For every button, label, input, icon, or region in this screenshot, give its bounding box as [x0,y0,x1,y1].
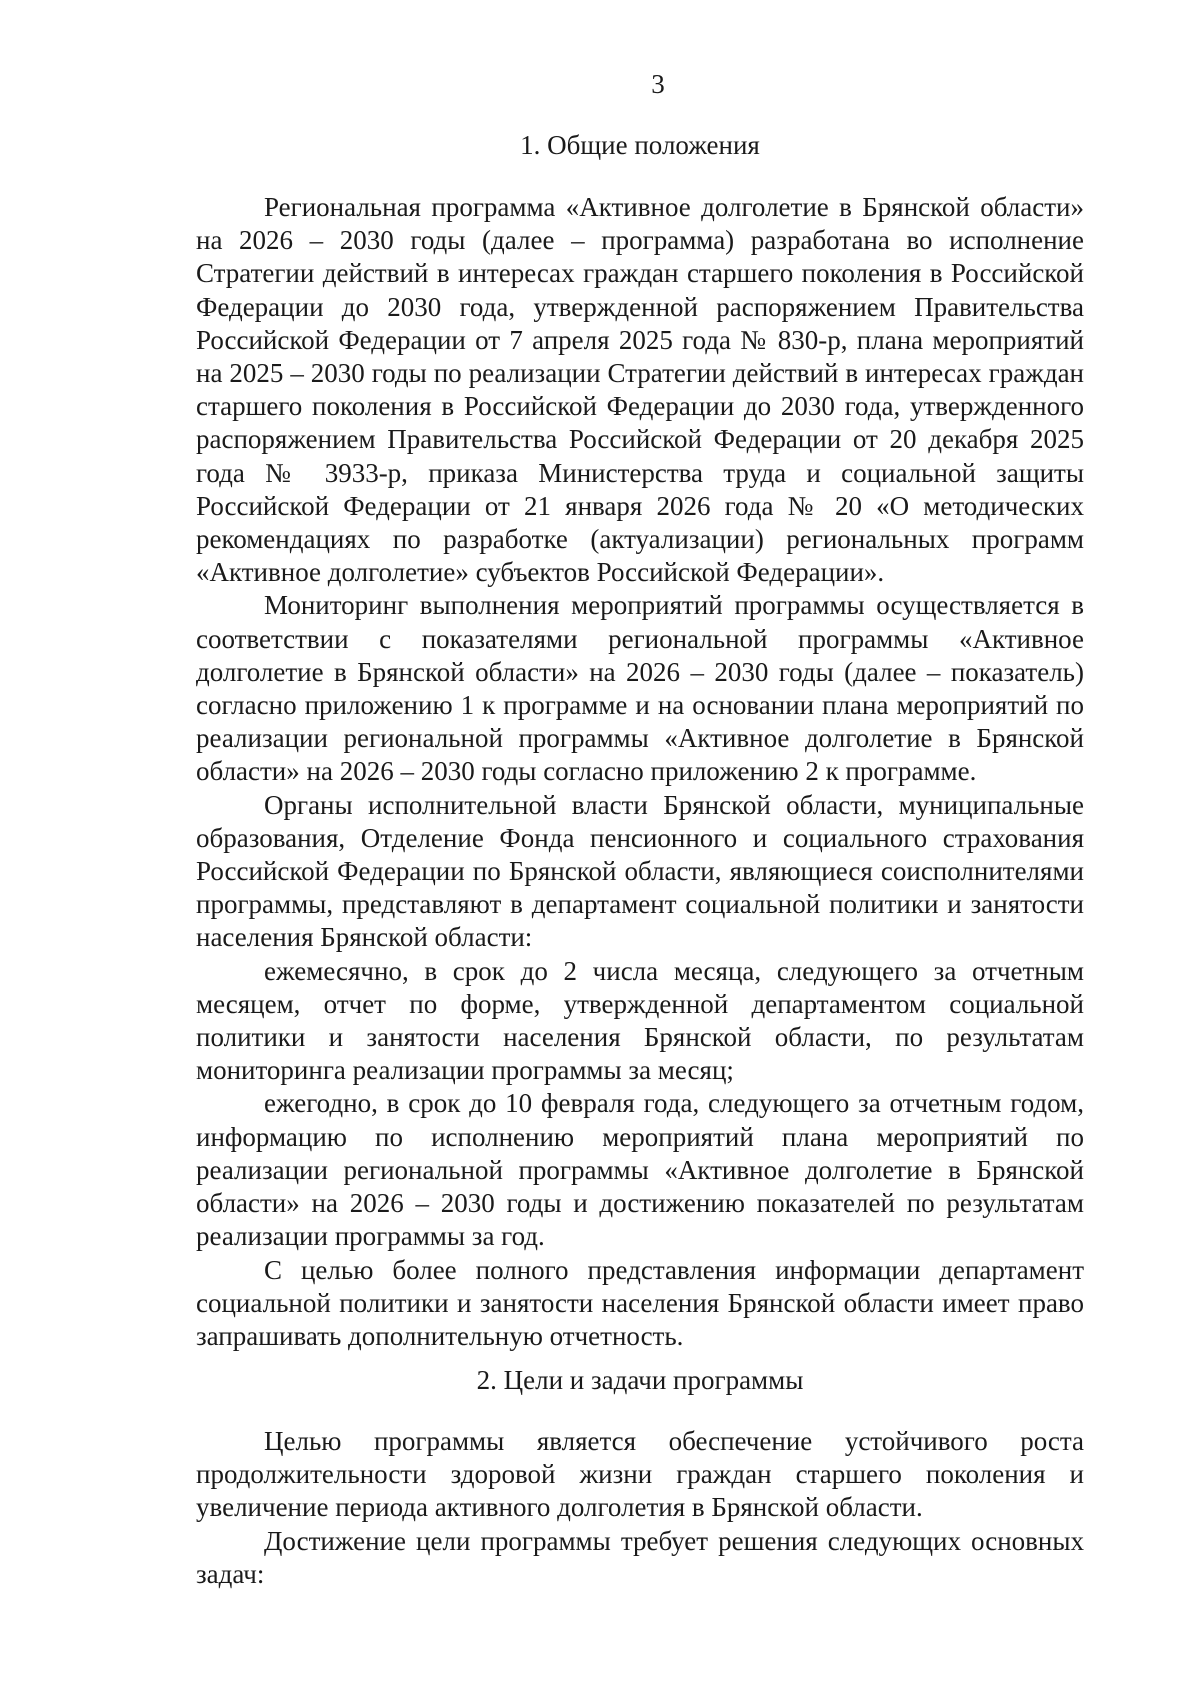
paragraph: Мониторинг выполнения мероприятий программы осуществляется в соответствии с показателями региональной программы «Активное долголетие в Брянской области» на 2026 – 2030 годы (далее – показатель) согласно приложению 1 к программе и на основании плана мероприятий по реализации региональной программы «Активное долголетие в Брянской области» на 2026 – 2030 годы согласно приложению 2 к программе. [196,590,1084,787]
paragraph: С целью более полного представления информации департамент социальной политики и занятости населения Брянской области имеет право запрашивать дополнительную отчетность. [196,1254,1084,1351]
paragraph: Органы исполнительной власти Брянской области, муниципальные образования, Отделение Фонда пенсионного и социального страхования Российской Федерации по Брянской области, являющиеся соисполнителями программы, представляют в департамент социальной политики и занятости населения Брянской области: [196,789,1084,953]
paragraph: Целью программы является обеспечение устойчивого роста продолжительности здоровой жизни граждан старшего поколения и увеличение периода активного долголетия в Брянской области. [196,1426,1084,1523]
paragraph: Достижение цели программы требует решения следующих основных задач: [196,1525,1084,1589]
section-heading-goals-and-tasks: 2. Цели и задачи программы [476,1365,804,1395]
section-heading-general-provisions: 1. Общие положения [520,130,760,160]
paragraph: ежегодно, в срок до 10 февраля года, следующего за отчетным годом, информацию по исполнению мероприятий плана мероприятий по реализации региональной программы «Активное долголетие в Брянской области» на 2026 – 2030 годы и достижению показателей по результатам реализации программы за год. [196,1088,1084,1252]
section-body-goals-and-tasks [196,1425,1084,1591]
paragraph: ежемесячно, в срок до 2 числа месяца, следующего за отчетным месяцем, отчет по форме, утвержденной департаментом социальной политики и занятости населения Брянской области, по результатам мониторинга реализации программы за месяц; [196,955,1084,1086]
paragraph: Региональная программа «Активное долголетие в Брянской области» на 2026 – 2030 годы (далее – программа) разработана во исполнение Стратегии действий в интересах граждан старшего поколения в Российской Федерации до 2030 года, утвержденной распоряжением Правительства Российской Федерации от 7 апреля 2025 года № 830-р, плана мероприятий на 2025 – 2030 годы по реализации Стратегии действий в интересах граждан старшего поколения в Российской Федерации до 2030 года, утвержденного распоряжением Правительства Российской Федерации от 20 декабря 2025 года № 3933-р, приказа Министерства труда и социальной защиты Российской Федерации от 21 января 2026 года № 20 «О методических рекомендациях по разработке (актуализации) региональных программ «Активное долголетие» субъектов Российской Федерации». [196,192,1084,588]
page-number: 3 [651,69,665,99]
section-body-general-provisions [196,191,1084,1353]
